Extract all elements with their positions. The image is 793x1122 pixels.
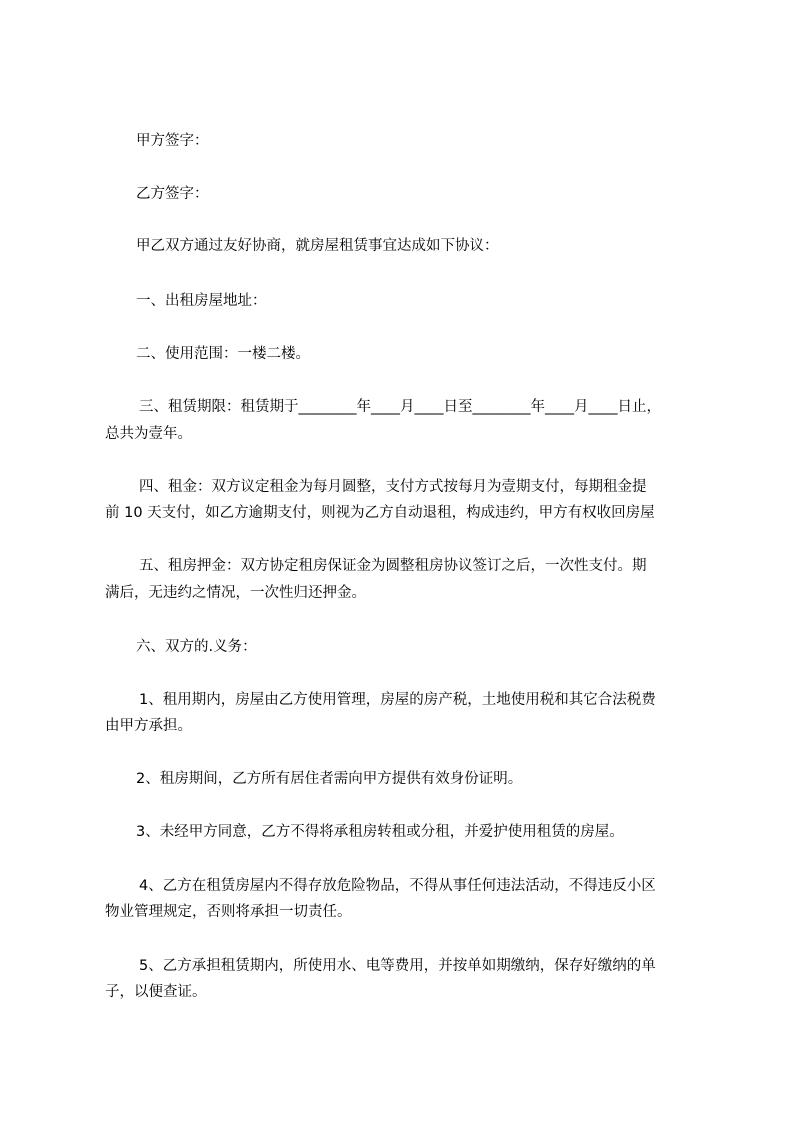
obligation-4-line-2: 物业管理规定，否则将承担一切责任。 xyxy=(105,904,352,920)
obligation-2: 2、租房期间，乙方所有居住者需向甲方提供有效身份证明。 xyxy=(136,771,523,787)
obligation-3: 3、未经甲方同意，乙方不得将承租房转租或分租，并爱护使用租赁的房屋。 xyxy=(136,824,624,840)
party-b-signature-line: 乙方签字： xyxy=(136,186,209,202)
obligation-1-line-1: 1、租用期内，房屋由乙方使用管理，房屋的房产税，土地使用税和其它合法税费 xyxy=(139,692,656,708)
agreement-intro: 甲乙双方通过友好协商，就房屋租赁事宜达成如下协议： xyxy=(136,238,499,254)
clause-2-scope: 二、使用范围：一楼二楼。 xyxy=(136,346,310,362)
clause-5-deposit-line-1: 五、租房押金：双方协定租房保证金为圆整租房协议签订之后，一次性支付。期 xyxy=(139,558,647,574)
obligation-1-line-2: 由甲方承担。 xyxy=(105,718,192,734)
clause-5-deposit-line-2: 满后，无违约之情况，一次性归还押金。 xyxy=(105,585,366,601)
clause-3-term-line-2: 总共为壹年。 xyxy=(105,426,192,442)
clause-3-term-line-1: 三、租赁期限：租赁期于________年____月____日至________年____月____日止， xyxy=(139,399,661,415)
clause-4-rent-line-1: 四、租金：双方议定租金为每月圆整，支付方式按每月为壹期支付，每期租金提 xyxy=(139,479,647,495)
clause-4-rent-line-2: 前 10 天支付，如乙方逾期支付，则视为乙方自动退租，构成违约，甲方有权收回房屋 xyxy=(105,505,655,521)
obligation-5-line-1: 5、乙方承担租赁期内，所使用水、电等费用，并按单如期缴纳，保存好缴纳的单 xyxy=(139,958,656,974)
party-a-signature-line: 甲方签字： xyxy=(136,133,209,149)
obligation-4-line-1: 4、乙方在租赁房屋内不得存放危险物品，不得从事任何违法活动，不得违反小区 xyxy=(139,878,656,894)
clause-1-address: 一、出租房屋地址： xyxy=(136,293,267,309)
clause-6-obligations-heading: 六、双方的.义务： xyxy=(136,639,257,655)
obligation-5-line-2: 子，以便查证。 xyxy=(105,984,207,1000)
